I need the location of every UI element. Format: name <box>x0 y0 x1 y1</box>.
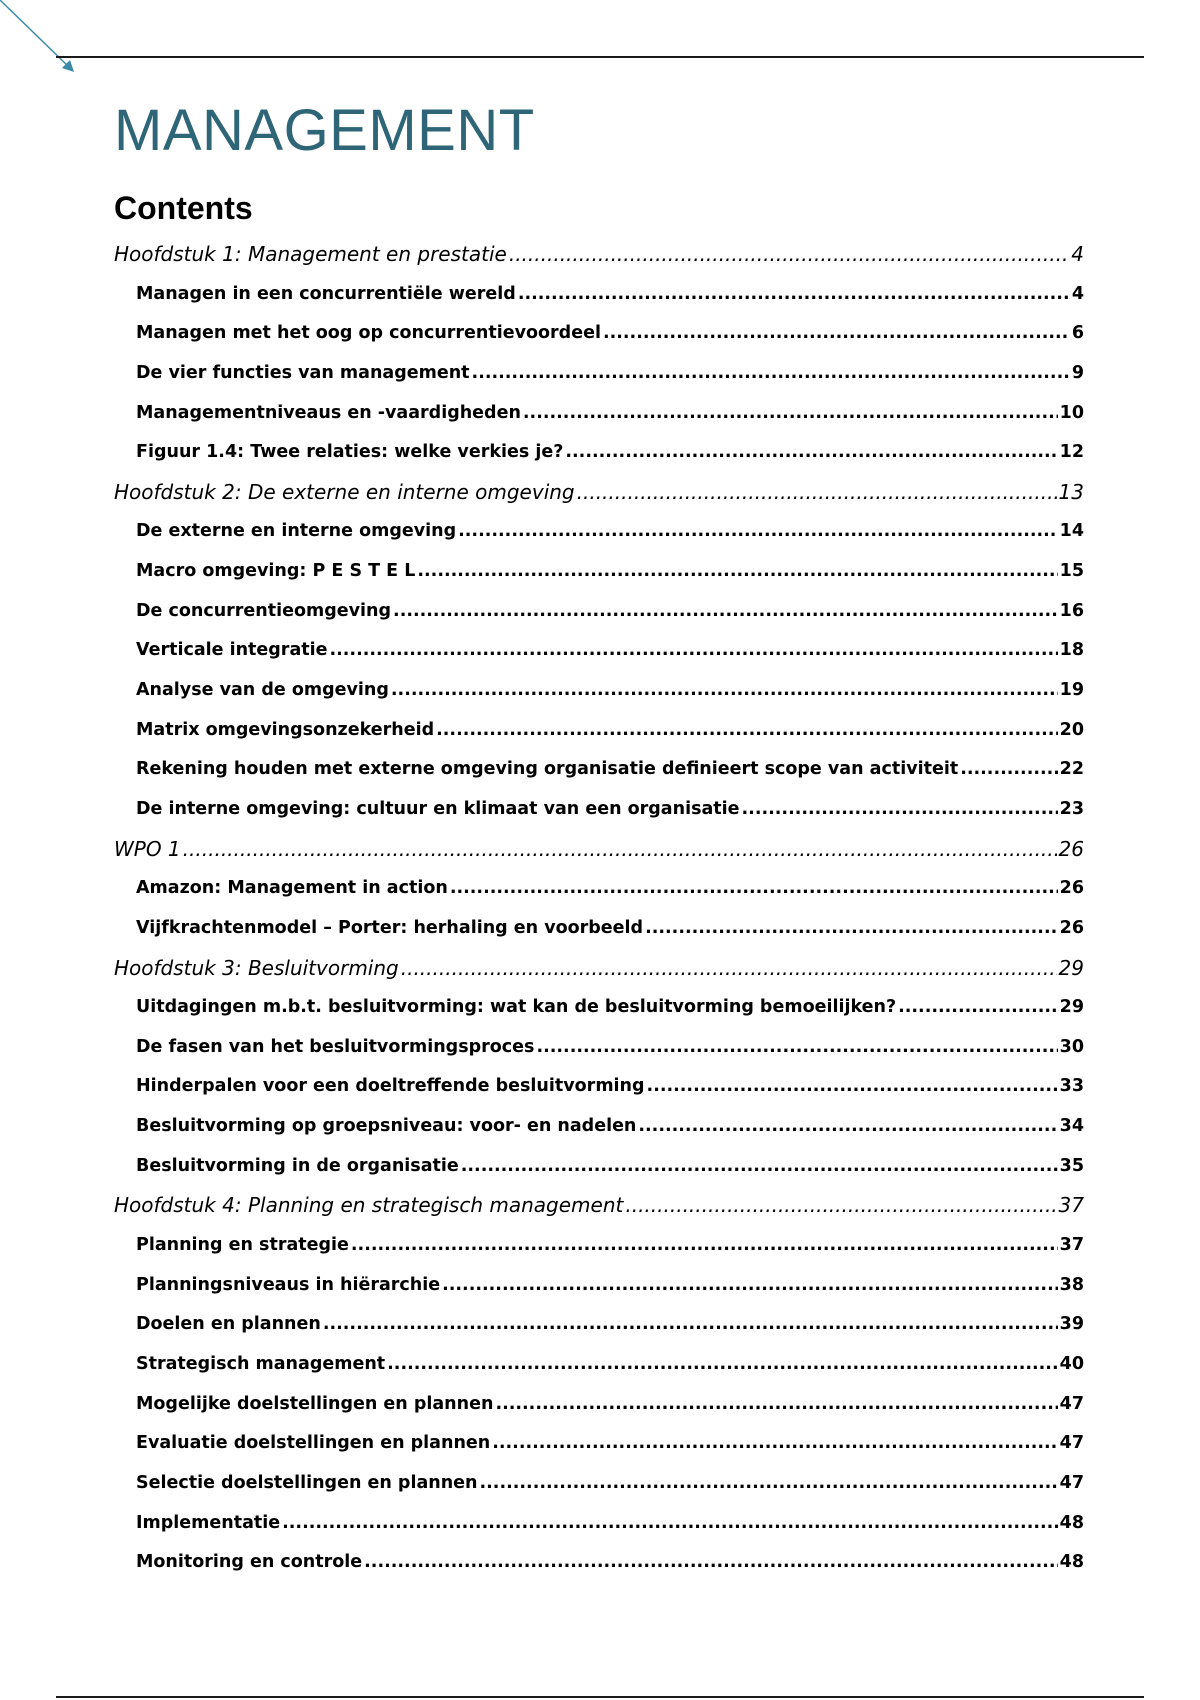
corner-arrow-icon <box>0 0 80 80</box>
toc-dot-leader <box>518 275 1070 315</box>
toc-dot-leader <box>393 592 1058 632</box>
toc-page-number: 19 <box>1059 680 1084 701</box>
toc-entry-label: Evaluatie doelstellingen en plannen <box>136 1433 491 1454</box>
toc-section-link[interactable] <box>114 1226 1084 1266</box>
toc-dot-leader <box>480 1464 1058 1504</box>
toc-section-link[interactable] <box>114 1345 1084 1385</box>
toc-page-number: 29 <box>1059 997 1084 1018</box>
toc-section-link[interactable] <box>114 750 1084 790</box>
toc-dot-leader <box>450 869 1058 909</box>
toc-page-number: 40 <box>1059 1353 1084 1374</box>
toc-section-link[interactable] <box>114 433 1084 473</box>
toc-page-number: 26 <box>1059 878 1084 899</box>
toc-section-link[interactable] <box>114 1424 1084 1464</box>
toc-chapter-link[interactable] <box>114 473 1084 513</box>
toc-dot-leader <box>647 1067 1058 1107</box>
toc-section-link[interactable] <box>114 1067 1084 1107</box>
toc-entry-label: Monitoring en controle <box>136 1552 363 1573</box>
toc-page-number: 35 <box>1059 1155 1084 1176</box>
toc-entry-label: Amazon: Management in action <box>136 878 448 899</box>
toc-section-link[interactable] <box>114 711 1084 751</box>
toc-section-link[interactable] <box>114 1464 1084 1504</box>
toc-entry-label: De externe en interne omgeving <box>136 521 457 542</box>
toc-entry-label: Selectie doelstellingen en plannen <box>136 1472 478 1493</box>
header-rule <box>56 56 1144 58</box>
toc-section-link[interactable] <box>114 1266 1084 1306</box>
toc-page-number: 6 <box>1071 323 1084 344</box>
toc-section-link[interactable] <box>114 275 1084 315</box>
toc-dot-leader <box>603 314 1070 354</box>
toc-dot-leader <box>742 790 1058 830</box>
toc-section-link[interactable] <box>114 1504 1084 1544</box>
toc-section-link[interactable] <box>114 1385 1084 1425</box>
toc-section-link[interactable] <box>114 1147 1084 1187</box>
toc-entry-label: Managen met het oog op concurrentievoordeel <box>136 323 601 344</box>
toc-section-link[interactable] <box>114 1028 1084 1068</box>
toc-page-number: 29 <box>1058 955 1084 980</box>
toc-dot-leader <box>577 473 1057 513</box>
document-title: MANAGEMENT <box>114 98 535 163</box>
toc-dot-leader <box>565 433 1057 473</box>
toc-dot-leader <box>323 1305 1058 1345</box>
toc-entry-label: Besluitvorming op groepsniveau: voor- en nadelen <box>136 1116 637 1137</box>
toc-page-number: 9 <box>1071 362 1084 383</box>
toc-dot-leader <box>458 512 1058 552</box>
toc-chapter-link[interactable] <box>114 830 1084 870</box>
toc-dot-leader <box>523 394 1058 434</box>
toc-dot-leader <box>282 1504 1058 1544</box>
toc-entry-label: Doelen en plannen <box>136 1314 321 1335</box>
toc-dot-leader <box>183 830 1057 870</box>
toc-dot-leader <box>436 711 1058 751</box>
toc-page-number: 4 <box>1071 283 1084 304</box>
toc-entry-label: De fasen van het besluitvormingsproces <box>136 1036 535 1057</box>
toc-dot-leader <box>960 750 1057 790</box>
toc-page-number: 30 <box>1059 1036 1084 1057</box>
toc-section-link[interactable] <box>114 1543 1084 1583</box>
toc-entry-label: Hoofdstuk 2: De externe en interne omgeving <box>114 479 575 504</box>
toc-entry-label: Hinderpalen voor een doeltreffende besluitvorming <box>136 1076 645 1097</box>
toc-dot-leader <box>417 552 1057 592</box>
toc-page-number: 37 <box>1059 1235 1084 1256</box>
toc-section-link[interactable] <box>114 631 1084 671</box>
toc-page-number: 47 <box>1059 1433 1084 1454</box>
toc-section-link[interactable] <box>114 314 1084 354</box>
toc-entry-label: Hoofdstuk 1: Management en prestatie <box>114 242 507 266</box>
toc-section-link[interactable] <box>114 909 1084 949</box>
toc-dot-leader <box>401 949 1057 989</box>
toc-page-number: 14 <box>1059 521 1084 542</box>
toc-entry-label: Planningsniveaus in hiërarchie <box>136 1274 441 1295</box>
toc-page-number: 18 <box>1059 640 1084 661</box>
toc-page-number: 23 <box>1059 798 1084 819</box>
toc-page-number: 4 <box>1071 242 1084 266</box>
toc-page-number: 20 <box>1059 719 1084 740</box>
toc-entry-label: Hoofdstuk 3: Besluitvorming <box>114 955 399 980</box>
toc-dot-leader <box>492 1424 1057 1464</box>
toc-chapter-link[interactable] <box>114 949 1084 989</box>
toc-chapter-link[interactable] <box>114 1186 1084 1226</box>
toc-section-link[interactable] <box>114 592 1084 632</box>
toc-dot-leader <box>351 1226 1058 1266</box>
toc-section-link[interactable] <box>114 790 1084 830</box>
toc-entry-label: Rekening houden met externe omgeving organisatie definieert scope van activiteit <box>136 759 959 780</box>
toc-entry-label: De interne omgeving: cultuur en klimaat van een organisatie <box>136 798 740 819</box>
toc-entry-label: Vijfkrachtenmodel – Porter: herhaling en voorbeeld <box>136 917 644 938</box>
toc-chapter-link[interactable] <box>114 235 1084 275</box>
toc-entry-label: Matrix omgevingsonzekerheid <box>136 719 435 740</box>
toc-page-number: 16 <box>1059 600 1084 621</box>
toc-entry-label: Managen in een concurrentiële wereld <box>136 283 516 304</box>
toc-entry-label: Besluitvorming in de organisatie <box>136 1155 459 1176</box>
toc-page-number: 22 <box>1059 759 1084 780</box>
toc-section-link[interactable] <box>114 1305 1084 1345</box>
toc-dot-leader <box>391 671 1058 711</box>
toc-section-link[interactable] <box>114 512 1084 552</box>
toc-entry-label: Planning en strategie <box>136 1235 349 1256</box>
toc-page-number: 34 <box>1059 1116 1084 1137</box>
toc-section-link[interactable] <box>114 869 1084 909</box>
toc-page-number: 13 <box>1058 479 1084 504</box>
toc-entry-label: Macro omgeving: P E S T E L <box>136 561 416 582</box>
toc-dot-leader <box>442 1266 1058 1306</box>
toc-entry-label: Verticale integratie <box>136 640 328 661</box>
toc-entry-label: Figuur 1.4: Twee relaties: welke verkies je? <box>136 442 564 463</box>
toc-page-number: 39 <box>1059 1314 1084 1335</box>
toc-entry-label: De vier functies van management <box>136 362 470 383</box>
toc-entry-label: WPO 1 <box>114 836 181 861</box>
toc-section-link[interactable] <box>114 394 1084 434</box>
toc-heading: Contents <box>114 190 253 226</box>
toc-entry-label: De concurrentieomgeving <box>136 600 392 621</box>
toc-dot-leader <box>472 354 1070 394</box>
toc-section-link[interactable] <box>114 552 1084 592</box>
toc-page-number: 26 <box>1058 836 1084 861</box>
toc-dot-leader <box>898 988 1058 1028</box>
toc-entry-label: Mogelijke doelstellingen en plannen <box>136 1393 494 1414</box>
toc-dot-leader <box>387 1345 1057 1385</box>
toc-dot-leader <box>645 909 1058 949</box>
toc-page-number: 47 <box>1059 1472 1084 1493</box>
toc-page-number: 33 <box>1059 1076 1084 1097</box>
toc-section-link[interactable] <box>114 1107 1084 1147</box>
footer-rule <box>56 1696 1144 1698</box>
toc-page-number: 26 <box>1059 917 1084 938</box>
toc-section-link[interactable] <box>114 671 1084 711</box>
toc-page-number: 48 <box>1059 1552 1084 1573</box>
toc-dot-leader <box>536 1028 1057 1068</box>
toc-entry-label: Uitdagingen m.b.t. besluitvorming: wat kan de besluitvorming bemoeilijken? <box>136 997 897 1018</box>
toc-entry-label: Strategisch management <box>136 1353 386 1374</box>
toc-page-number: 10 <box>1059 402 1084 423</box>
table-of-contents <box>114 235 1084 1583</box>
toc-dot-leader <box>461 1147 1058 1187</box>
toc-page-number: 12 <box>1059 442 1084 463</box>
toc-page-number: 48 <box>1059 1512 1084 1533</box>
toc-dot-leader <box>329 631 1057 671</box>
toc-dot-leader <box>495 1385 1057 1425</box>
toc-entry-label: Analyse van de omgeving <box>136 680 389 701</box>
toc-entry-label: Hoofdstuk 4: Planning en strategisch management <box>114 1193 624 1218</box>
toc-page-number: 38 <box>1059 1274 1084 1295</box>
toc-dot-leader <box>638 1107 1057 1147</box>
toc-page-number: 15 <box>1059 561 1084 582</box>
toc-section-link[interactable] <box>114 988 1084 1028</box>
toc-section-link[interactable] <box>114 354 1084 394</box>
toc-entry-label: Implementatie <box>136 1512 281 1533</box>
toc-dot-leader <box>625 1186 1056 1226</box>
toc-entry-label: Managementniveaus en -vaardigheden <box>136 402 521 423</box>
toc-dot-leader <box>509 235 1069 275</box>
toc-page-number: 47 <box>1059 1393 1084 1414</box>
toc-page-number: 37 <box>1058 1193 1084 1218</box>
toc-dot-leader <box>364 1543 1057 1583</box>
